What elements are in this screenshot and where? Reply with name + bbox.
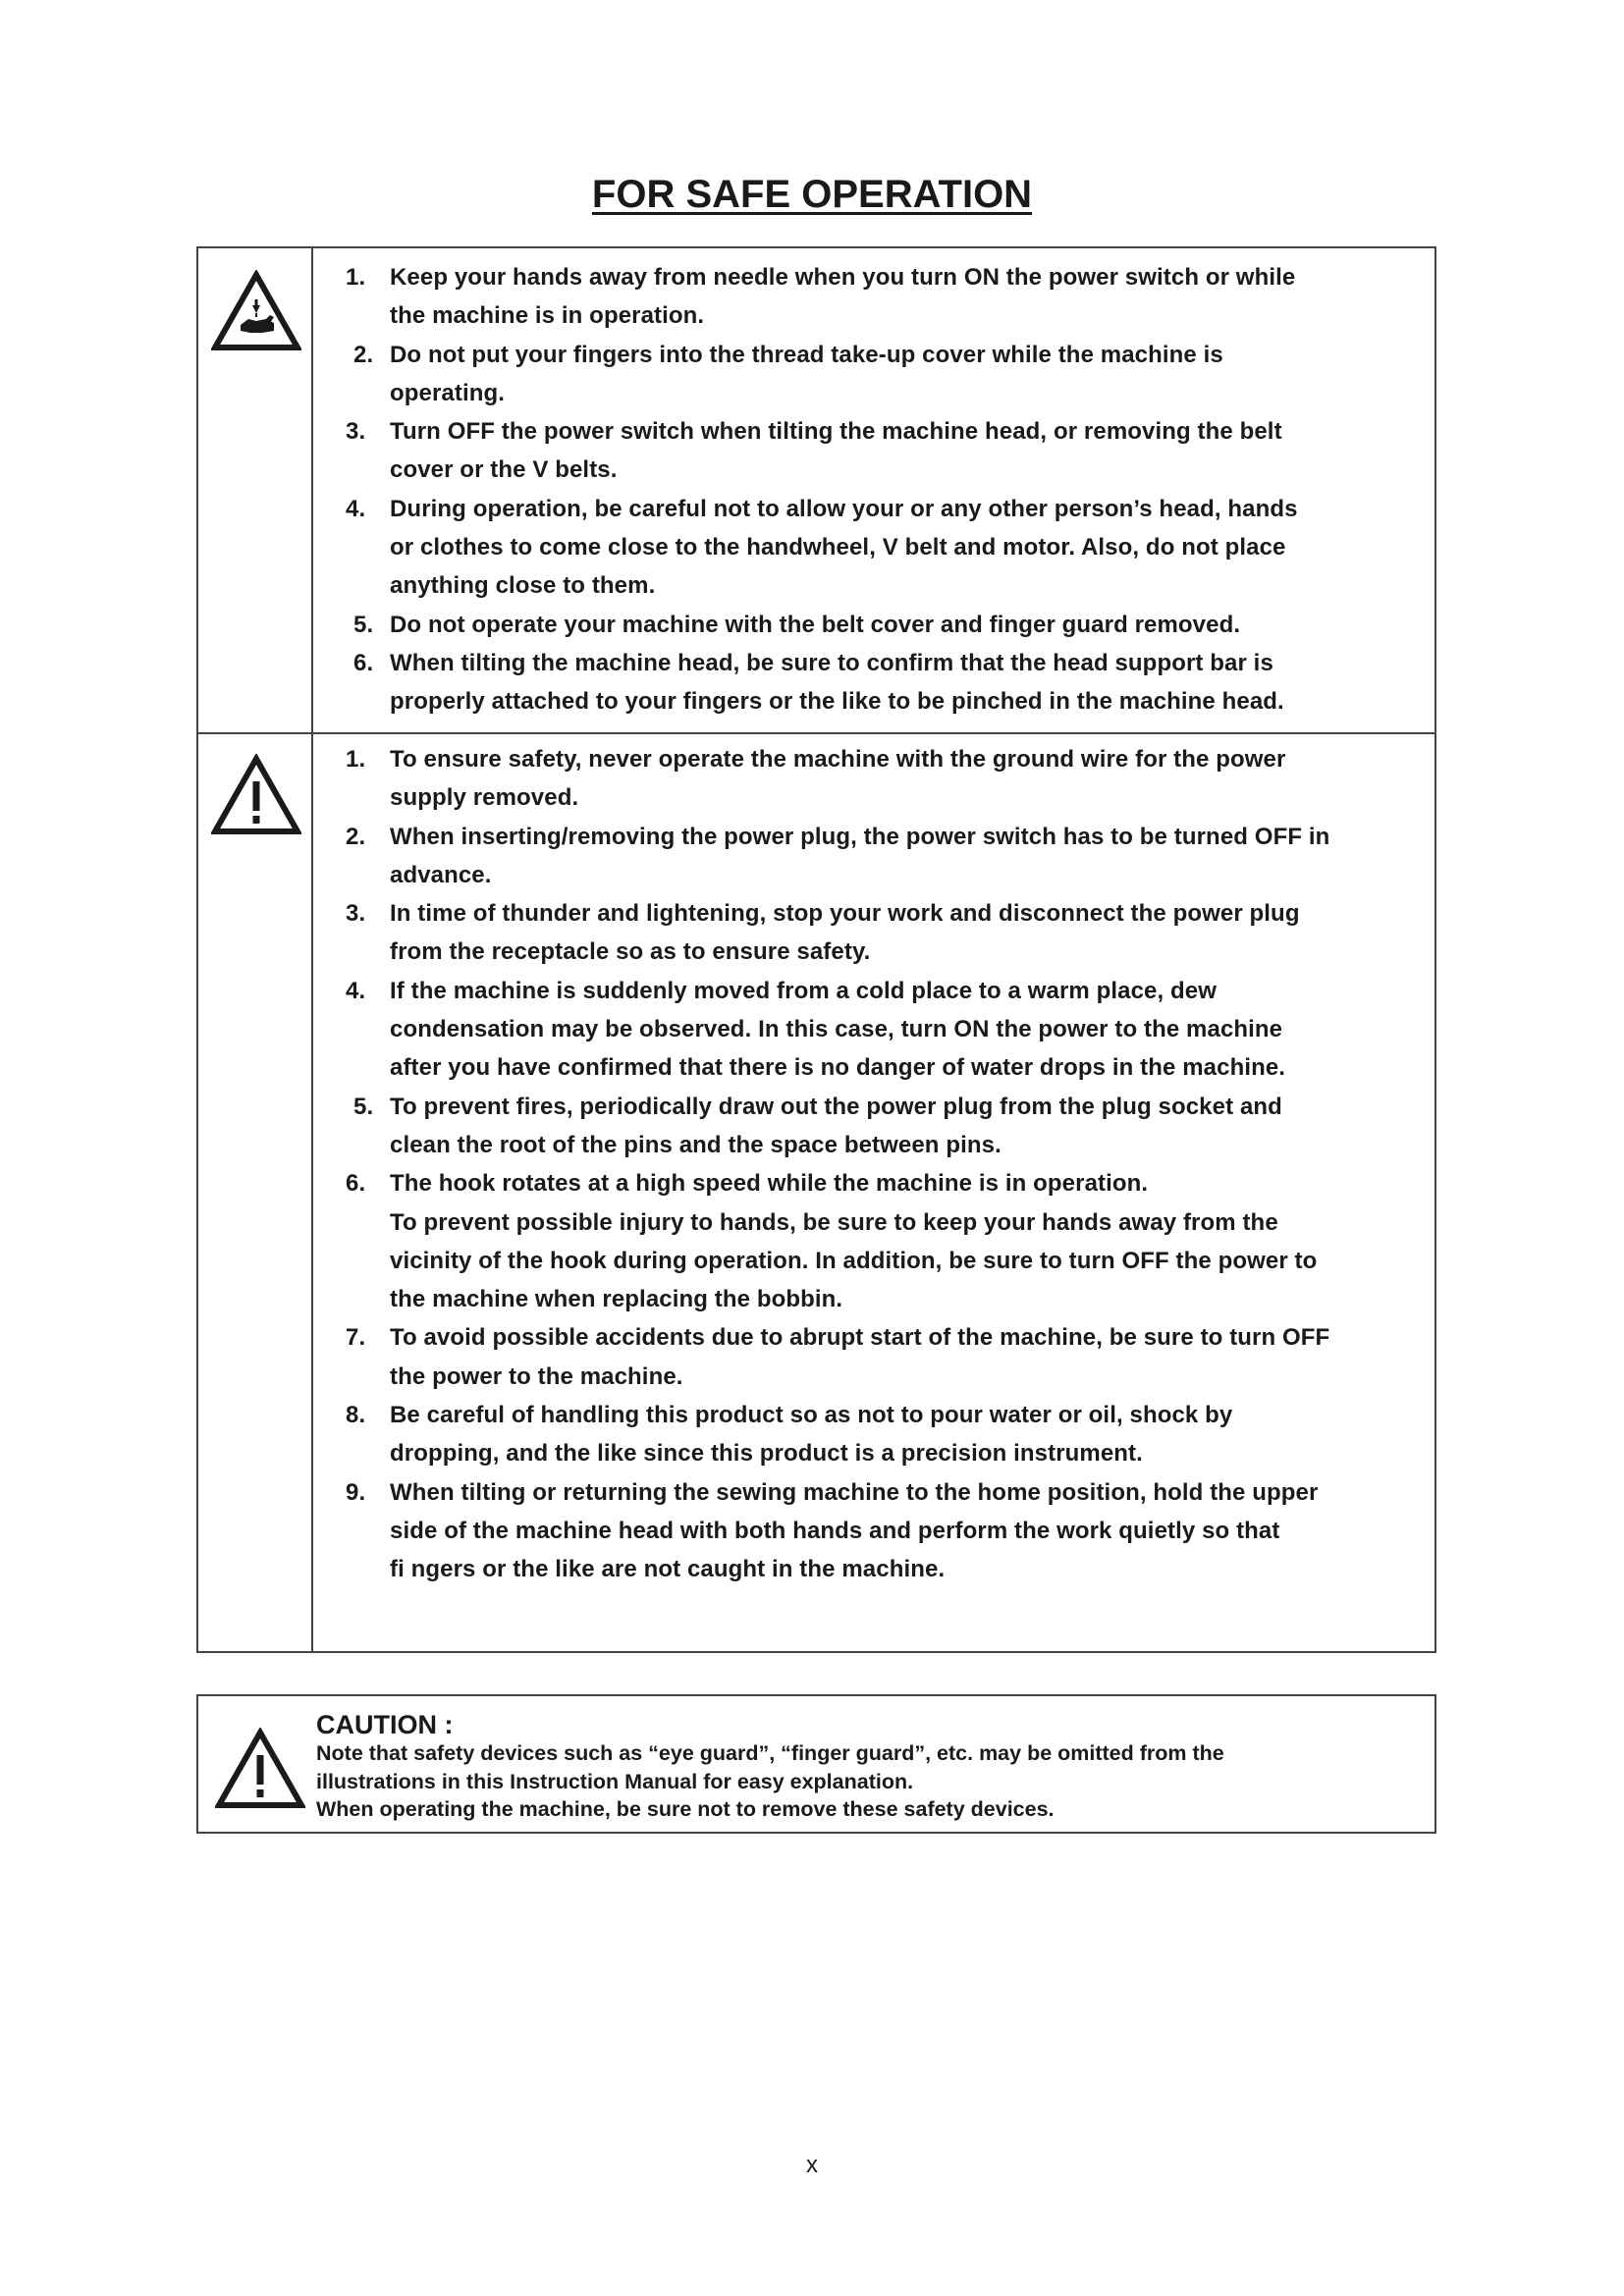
list-item [346,972,1415,1088]
item-line: the machine when replacing the bobbin. [390,1286,843,1313]
item-line: properly attached to your fingers or the like to be pinched in the machine head. [390,688,1284,716]
caution-exclamation-icon [215,1728,305,1810]
item-line: Be careful of handling this product so as not to pour water or oil, shock by [390,1402,1233,1429]
item-line: Do not operate your machine with the belt cover and finger guard removed. [390,611,1241,638]
item-number: 5. [353,1093,374,1120]
item-line: To avoid possible accidents due to abrupt start of the machine, be sure to turn OFF [390,1324,1330,1352]
item-number: 4. [346,977,366,1004]
caution-text [316,1710,1415,1824]
list-item [346,644,1415,721]
list-item [346,1318,1415,1396]
list-item [346,1396,1415,1473]
caution-line: Note that safety devices such as “eye guard”, “finger guard”, etc. may be omitted from the [316,1741,1224,1765]
item-line: dropping, and the like since this product is a precision instrument. [390,1440,1143,1468]
list-item [346,1088,1415,1165]
section1-text [313,248,1435,732]
item-line: Do not put your fingers into the thread take-up cover while the machine is [390,341,1223,368]
item-number: 1. [346,746,366,773]
item-line: vicinity of the hook during operation. In addition, be sure to turn OFF the power to [390,1247,1318,1274]
safety-section-general-caution [198,734,1435,1651]
item-line: supply removed. [390,784,579,812]
caution-box [196,1694,1436,1834]
item-number: 7. [346,1324,366,1352]
section2-list [346,740,1415,1589]
list-item [346,336,1415,413]
item-line: the machine is in operation. [390,302,705,330]
item-line: side of the machine head with both hands and perform the work quietly so that [390,1517,1280,1544]
item-line: fi ngers or the like are not caught in the machine. [390,1556,946,1583]
item-line: During operation, be careful not to allow your or any other person’s head, hands [390,495,1298,522]
item-line: To ensure safety, never operate the machine with the ground wire for the power [390,746,1286,773]
item-line: When inserting/removing the power plug, the power switch has to be turned OFF in [390,823,1330,850]
list-item [346,740,1415,818]
safety-table [196,246,1436,1653]
item-line: When tilting the machine head, be sure to confirm that the head support bar is [390,649,1273,676]
item-line: the power to the machine. [390,1362,683,1390]
item-line: Keep your hands away from needle when you turn ON the power switch or while [390,264,1296,291]
item-line: When tilting or returning the sewing machine to the home position, hold the upper [390,1478,1319,1506]
section1-list [346,258,1415,721]
icon-cell [198,734,313,1651]
caution-line: When operating the machine, be sure not to remove these safety devices. [316,1797,1055,1821]
item-line: To prevent possible injury to hands, be sure to keep your hands away from the [390,1208,1278,1236]
list-item [346,1473,1415,1589]
item-line: anything close to them. [390,572,656,600]
list-item [346,258,1415,336]
item-line: Turn OFF the power switch when tilting the machine head, or removing the belt [390,418,1282,446]
caution-exclamation-icon [211,754,301,836]
list-item [346,894,1415,972]
item-number: 8. [346,1402,366,1429]
list-item [346,1164,1415,1318]
item-line: from the receptacle so as to ensure safety. [390,938,871,966]
item-number: 5. [353,611,374,638]
item-number: 6. [346,1170,366,1198]
item-line: If the machine is suddenly moved from a cold place to a warm place, dew [390,977,1218,1004]
item-line: In time of thunder and lightening, stop your work and disconnect the power plug [390,900,1300,928]
item-number: 6. [353,649,374,676]
icon-cell [198,248,313,732]
page-number: x [806,2152,818,2178]
item-number: 2. [346,823,366,850]
item-line: clean the root of the pins and the space between pins. [390,1131,1001,1158]
item-line: after you have confirmed that there is no danger of water drops in the machine. [390,1054,1286,1082]
safety-section-hand-injury [198,248,1435,734]
item-line: or clothes to come close to the handwheel, V belt and motor. Also, do not place [390,534,1286,561]
section2-text [313,734,1435,1651]
caution-heading: CAUTION : [316,1710,454,1739]
list-item [346,490,1415,606]
list-item [346,818,1415,895]
page-title: FOR SAFE OPERATION [591,173,1033,216]
item-number: 4. [346,495,366,522]
item-number: 1. [346,264,366,291]
item-number: 2. [353,341,374,368]
item-line: condensation may be observed. In this case, turn ON the power to the machine [390,1016,1283,1043]
list-item [346,412,1415,490]
item-number: 3. [346,418,366,446]
item-line: advance. [390,861,492,888]
list-item [346,606,1415,644]
caution-line: illustrations in this Instruction Manual for easy explanation. [316,1769,914,1793]
item-line: operating. [390,379,506,406]
item-number: 9. [346,1478,366,1506]
hand-injury-warning-icon [211,270,301,352]
item-line: The hook rotates at a high speed while the machine is in operation. [390,1170,1149,1198]
item-number: 3. [346,900,366,928]
item-line: cover or the V belts. [390,456,618,484]
item-line: To prevent fires, periodically draw out the power plug from the plug socket and [390,1093,1282,1120]
